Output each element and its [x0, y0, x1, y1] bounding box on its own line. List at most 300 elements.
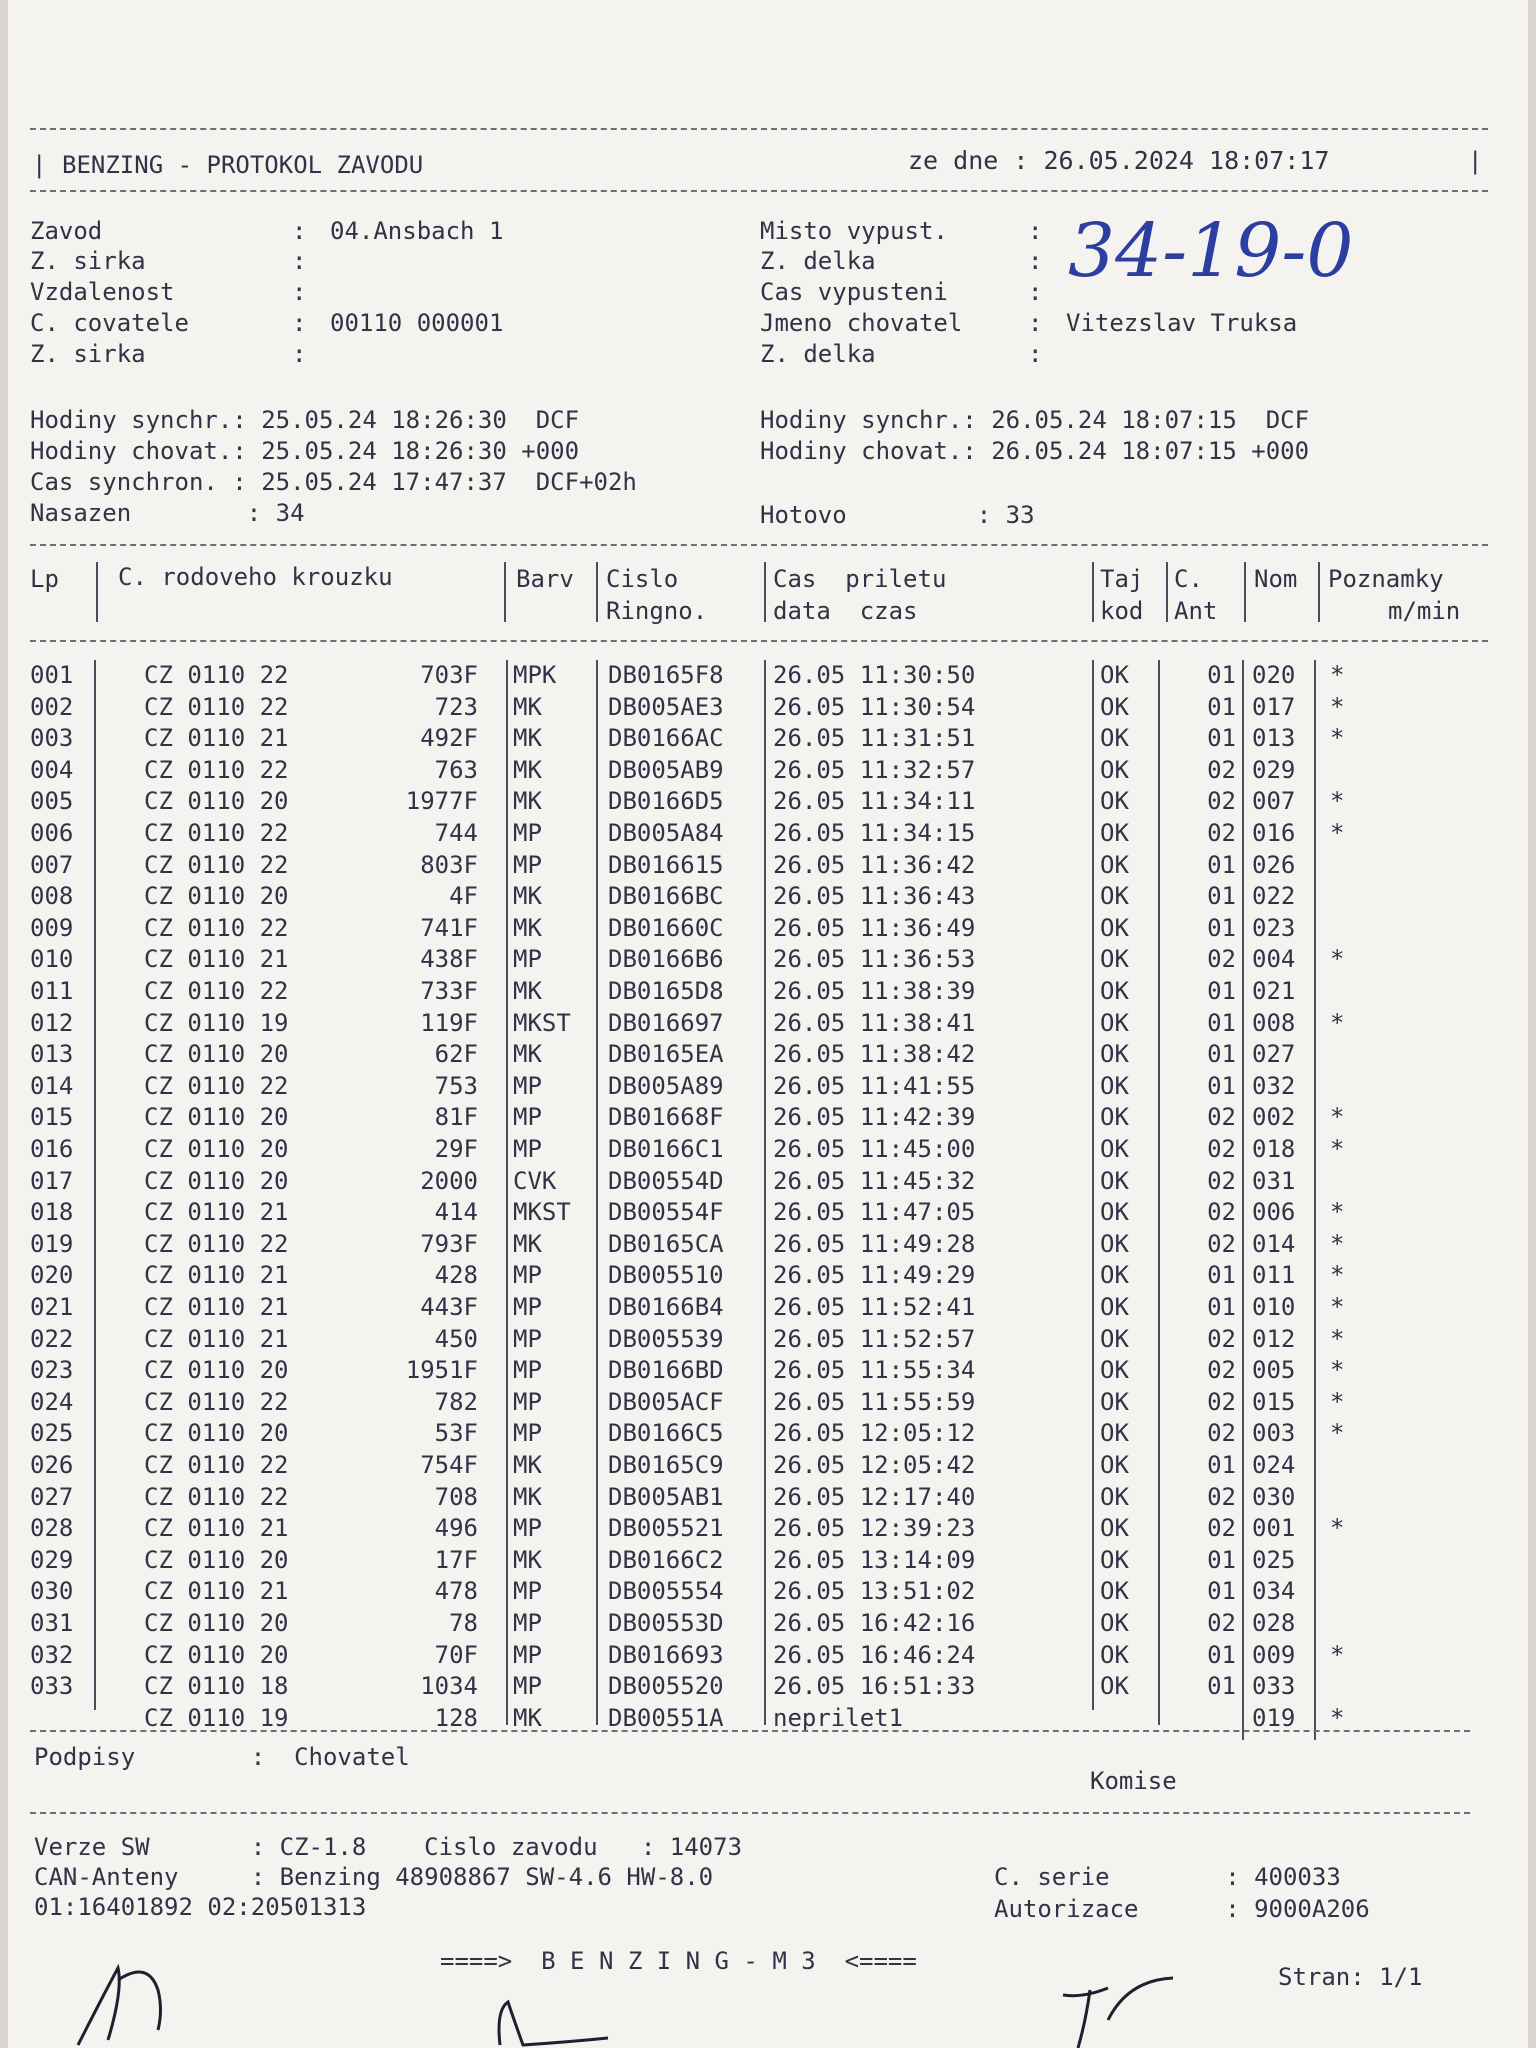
cell-nom: 010: [1252, 1293, 1296, 1321]
info-sep: :: [292, 309, 307, 337]
cell-barv: MP: [513, 1356, 542, 1384]
cell-lp: 027: [30, 1483, 74, 1511]
cell-chip: DB00554D: [608, 1167, 724, 1195]
cell-ring: CZ 0110 21: [144, 1577, 289, 1605]
cell-time: 26.05 11:38:42: [773, 1040, 976, 1068]
cell-chip: DB005ACF: [608, 1388, 724, 1416]
cell-time: 26.05 12:39:23: [773, 1514, 976, 1542]
cell-nom: 029: [1252, 756, 1296, 784]
cell-taj: OK: [1100, 819, 1129, 847]
cell-barv: MKST: [513, 1198, 571, 1226]
cell-nom: 028: [1252, 1609, 1296, 1637]
cell-taj: OK: [1100, 1546, 1129, 1574]
col-taj: Taj: [1100, 565, 1144, 593]
cell-time: 26.05 11:36:43: [773, 882, 976, 910]
cell-chip: DB005A89: [608, 1072, 724, 1100]
cell-time: 26.05 11:31:51: [773, 724, 976, 752]
info-sep: :: [1028, 247, 1043, 275]
cell-nom: 021: [1252, 977, 1296, 1005]
cell-chip: DB005A84: [608, 819, 724, 847]
cell-time: 26.05 11:32:57: [773, 756, 976, 784]
cell-chip: DB005510: [608, 1261, 724, 1289]
cell-taj: OK: [1100, 1198, 1129, 1226]
cell-time: 26.05 11:41:55: [773, 1072, 976, 1100]
cell-time: 26.05 11:42:39: [773, 1103, 976, 1131]
cell-ring: CZ 0110 22: [144, 914, 289, 942]
cell-ring: CZ 0110 21: [144, 945, 289, 973]
cell-time: 26.05 11:52:57: [773, 1325, 976, 1353]
sync-left-1: Hodiny synchr.: 25.05.24 18:26:30 DCF: [30, 406, 580, 434]
info-label: Zavod: [30, 217, 103, 245]
cell-ant: 01: [1207, 1072, 1236, 1100]
cell-chip: DB0165F8: [608, 661, 724, 689]
cell-ring: CZ 0110 21: [144, 1198, 289, 1226]
cell-time: 26.05 16:51:33: [773, 1672, 976, 1700]
cell-ant: 01: [1207, 914, 1236, 942]
col-c: C.: [1174, 565, 1203, 593]
cell-barv: MP: [513, 1135, 542, 1163]
cell-chip: DB01660C: [608, 914, 724, 942]
rule: [1314, 660, 1316, 1740]
cell-mark: *: [1330, 1135, 1345, 1163]
cell-ant: 02: [1207, 1419, 1236, 1447]
cell-ring-number: 428: [434, 1261, 478, 1289]
info-sep: :: [292, 217, 307, 245]
cell-ant: 01: [1207, 977, 1236, 1005]
cell-mark: *: [1330, 1198, 1345, 1226]
col-data: data czas: [773, 597, 918, 625]
hotovo: Hotovo : 33: [760, 501, 1035, 529]
info-sep: :: [292, 247, 307, 275]
rule: [1244, 562, 1246, 622]
cell-ant: 02: [1207, 1356, 1236, 1384]
cell-taj: OK: [1100, 1356, 1129, 1384]
cell-ring-number: 414: [434, 1198, 478, 1226]
cell-ring: CZ 0110 20: [144, 787, 289, 815]
cell-ant: 02: [1207, 1325, 1236, 1353]
cell-nom: 016: [1252, 819, 1296, 847]
cell-ring: CZ 0110 21: [144, 1325, 289, 1353]
cell-ant: 01: [1207, 1451, 1236, 1479]
cell-nom: 002: [1252, 1103, 1296, 1131]
cell-ring-number: 741F: [420, 914, 478, 942]
cell-chip: DB005AB9: [608, 756, 724, 784]
info-value: Vitezslav Truksa: [1066, 309, 1298, 337]
cell-chip: DB0166BD: [608, 1356, 724, 1384]
cell-chip: DB0166AC: [608, 724, 724, 752]
cell-mark: *: [1330, 819, 1345, 847]
cell-ring: CZ 0110 20: [144, 1135, 289, 1163]
cell-taj: OK: [1100, 1514, 1129, 1542]
cell-ant: 01: [1207, 1672, 1236, 1700]
cell-chip: DB005521: [608, 1514, 724, 1542]
signatures: [8, 1950, 1528, 2048]
cell-barv: MP: [513, 1072, 542, 1100]
cell-ring-number: 1951F: [405, 1356, 478, 1384]
cell-barv: MP: [513, 945, 542, 973]
cell-taj: OK: [1100, 1325, 1129, 1353]
cell-taj: OK: [1100, 1577, 1129, 1605]
cell-barv: MP: [513, 1388, 542, 1416]
cell-mark: *: [1330, 1356, 1345, 1384]
cell-chip: DB0166C2: [608, 1546, 724, 1574]
cell-lp: 024: [30, 1388, 74, 1416]
col-barv: Barv: [516, 565, 574, 593]
autorizace: Autorizace : 9000A206: [994, 1895, 1370, 1923]
col-lp: Lp: [30, 565, 59, 593]
handwritten-result: 34-19-0: [1068, 208, 1354, 294]
cell-mark: *: [1330, 1419, 1345, 1447]
cell-lp: 032: [30, 1641, 74, 1669]
cell-lp: 003: [30, 724, 74, 752]
divider: [30, 190, 1488, 192]
cell-lp: 002: [30, 693, 74, 721]
cell-barv: MP: [513, 1261, 542, 1289]
cell-time: 26.05 11:30:50: [773, 661, 976, 689]
cell-ant: 02: [1207, 1483, 1236, 1511]
cell-taj: OK: [1100, 882, 1129, 910]
page-number: Stran: 1/1: [1278, 1963, 1423, 1991]
cell-ring: CZ 0110 20: [144, 1040, 289, 1068]
cell-chip: DB0165CA: [608, 1230, 724, 1258]
cell-mark: *: [1330, 1009, 1345, 1037]
cell-taj: OK: [1100, 1261, 1129, 1289]
cell-barv: MP: [513, 1577, 542, 1605]
cell-ant: 02: [1207, 756, 1236, 784]
cell-nom: 033: [1252, 1672, 1296, 1700]
cell-mark: *: [1330, 1704, 1345, 1732]
info-label: Cas vypusteni: [760, 278, 948, 306]
cell-mark: *: [1330, 787, 1345, 815]
cell-time: 26.05 11:38:41: [773, 1009, 976, 1037]
cell-taj: OK: [1100, 945, 1129, 973]
sync-left-3: Cas synchron. : 25.05.24 17:47:37 DCF+02h: [30, 468, 637, 496]
cell-ring-number: 443F: [420, 1293, 478, 1321]
rule: [94, 660, 96, 1710]
cell-ring-number: 478: [434, 1577, 478, 1605]
cell-barv: MP: [513, 1514, 542, 1542]
divider: [30, 128, 1488, 130]
cell-mark: *: [1330, 1230, 1345, 1258]
cell-time: 26.05 11:36:53: [773, 945, 976, 973]
cell-ant: 01: [1207, 661, 1236, 689]
cell-taj: OK: [1100, 1609, 1129, 1637]
cell-mark: *: [1330, 1641, 1345, 1669]
cell-ring-number: 2000: [420, 1167, 478, 1195]
cell-lp: 017: [30, 1167, 74, 1195]
cell-nom: 020: [1252, 661, 1296, 689]
cell-ring-number: 62F: [434, 1040, 478, 1068]
cell-mark: *: [1330, 1514, 1345, 1542]
cell-nom: 013: [1252, 724, 1296, 752]
cell-ant: 01: [1207, 882, 1236, 910]
cell-ring-number: 1034: [420, 1672, 478, 1700]
cell-ant: 02: [1207, 1198, 1236, 1226]
info-label: Z. sirka: [30, 247, 146, 275]
cell-time: 26.05 11:34:11: [773, 787, 976, 815]
cell-ring-number: 492F: [420, 724, 478, 752]
cell-taj: OK: [1100, 977, 1129, 1005]
cell-taj: OK: [1100, 1167, 1129, 1195]
info-value: 00110 000001: [330, 309, 504, 337]
cell-barv: MK: [513, 756, 542, 784]
cell-lp: 031: [30, 1609, 74, 1637]
col-nom: Nom: [1254, 565, 1298, 593]
cell-barv: MKST: [513, 1009, 571, 1037]
cell-time: 26.05 11:55:59: [773, 1388, 976, 1416]
cell-barv: MP: [513, 851, 542, 879]
cell-lp: 022: [30, 1325, 74, 1353]
signature-3: [1063, 1978, 1173, 2048]
cell-time: 26.05 11:36:42: [773, 851, 976, 879]
divider: [30, 1730, 1470, 1732]
cell-nom: 001: [1252, 1514, 1296, 1542]
cell-lp: 018: [30, 1198, 74, 1226]
cell-ring-number: 733F: [420, 977, 478, 1005]
cell-mark: *: [1330, 693, 1345, 721]
cell-ant: 02: [1207, 1609, 1236, 1637]
cell-time: 26.05 11:36:49: [773, 914, 976, 942]
cell-barv: MK: [513, 1546, 542, 1574]
cell-barv: MK: [513, 724, 542, 752]
cell-ring: CZ 0110 22: [144, 1388, 289, 1416]
cell-nom: 034: [1252, 1577, 1296, 1605]
col-ring: C. rodoveho krouzku: [118, 563, 393, 591]
cell-taj: OK: [1100, 1483, 1129, 1511]
cell-taj: OK: [1100, 1072, 1129, 1100]
cell-barv: MP: [513, 1293, 542, 1321]
info-label: C. covatele: [30, 309, 189, 337]
signature-1: [78, 1968, 161, 2045]
cell-ring: CZ 0110 22: [144, 819, 289, 847]
rule: [1158, 660, 1160, 1725]
cell-nom: 031: [1252, 1167, 1296, 1195]
cell-time: 26.05 12:05:42: [773, 1451, 976, 1479]
cell-ring-number: 744: [434, 819, 478, 847]
cell-ring-number: 708: [434, 1483, 478, 1511]
cell-lp: 025: [30, 1419, 74, 1447]
cell-nom: 006: [1252, 1198, 1296, 1226]
rule: [506, 660, 508, 1725]
cell-taj: OK: [1100, 756, 1129, 784]
cell-ring: CZ 0110 22: [144, 693, 289, 721]
cell-lp: 004: [30, 756, 74, 784]
cell-ant: 01: [1207, 851, 1236, 879]
cell-ant: 02: [1207, 1230, 1236, 1258]
cell-ring: CZ 0110 20: [144, 1609, 289, 1637]
cell-nom: 024: [1252, 1451, 1296, 1479]
cell-lp: 028: [30, 1514, 74, 1542]
col-poznamky: Poznamky: [1328, 565, 1444, 593]
cell-barv: MP: [513, 819, 542, 847]
cell-taj: OK: [1100, 787, 1129, 815]
cell-time: 26.05 11:30:54: [773, 693, 976, 721]
info-sep: :: [1028, 309, 1043, 337]
col-mmin: m/min: [1388, 597, 1461, 625]
cell-ring-number: 17F: [434, 1546, 478, 1574]
cell-nom: 019: [1252, 1704, 1296, 1732]
cell-barv: MK: [513, 1483, 542, 1511]
info-label: Vzdalenost: [30, 278, 175, 306]
cell-lp: 010: [30, 945, 74, 973]
cell-ant: 01: [1207, 1641, 1236, 1669]
divider: [30, 544, 1488, 546]
cell-taj: OK: [1100, 661, 1129, 689]
cell-lp: 014: [30, 1072, 74, 1100]
cell-ant: 02: [1207, 1388, 1236, 1416]
cell-chip: DB0166C1: [608, 1135, 724, 1163]
cell-ring: CZ 0110 22: [144, 756, 289, 784]
cell-ring: CZ 0110 22: [144, 1072, 289, 1100]
cell-chip: DB00554F: [608, 1198, 724, 1226]
cell-taj: OK: [1100, 1451, 1129, 1479]
cell-lp: 015: [30, 1103, 74, 1131]
cell-nom: 005: [1252, 1356, 1296, 1384]
cell-mark: *: [1330, 661, 1345, 689]
nasazen: Nasazen : 34: [30, 499, 305, 527]
cell-taj: OK: [1100, 724, 1129, 752]
cell-ant: 01: [1207, 1293, 1236, 1321]
cell-lp: 001: [30, 661, 74, 689]
cell-ring-number: 119F: [420, 1009, 478, 1037]
info-sep: :: [1028, 217, 1043, 245]
info-label: Z. delka: [760, 340, 876, 368]
cell-chip: DB0165EA: [608, 1040, 724, 1068]
cell-barv: CVK: [513, 1167, 557, 1195]
verze-sw: Verze SW : CZ-1.8 Cislo zavodu : 14073: [34, 1833, 743, 1861]
cell-barv: MP: [513, 1103, 542, 1131]
cell-ring-number: 753: [434, 1072, 478, 1100]
cell-ring-number: 793F: [420, 1230, 478, 1258]
cell-nom: 008: [1252, 1009, 1296, 1037]
info-label: Z. sirka: [30, 340, 146, 368]
cell-chip: DB0166BC: [608, 882, 724, 910]
cell-ring-number: 78: [449, 1609, 478, 1637]
cell-time: 26.05 11:49:29: [773, 1261, 976, 1289]
info-sep: :: [292, 278, 307, 306]
cell-barv: MK: [513, 977, 542, 1005]
cell-nom: 007: [1252, 787, 1296, 815]
cell-barv: MP: [513, 1419, 542, 1447]
cell-chip: DB01668F: [608, 1103, 724, 1131]
cell-chip: DB0166B4: [608, 1293, 724, 1321]
cell-barv: MP: [513, 1641, 542, 1669]
cell-lp: 011: [30, 977, 74, 1005]
cell-ring: CZ 0110 22: [144, 851, 289, 879]
cell-ring-number: 81F: [434, 1103, 478, 1131]
cell-taj: OK: [1100, 1009, 1129, 1037]
cell-nom: 018: [1252, 1135, 1296, 1163]
rule: [1166, 562, 1168, 622]
cell-barv: MK: [513, 787, 542, 815]
cell-time: 26.05 11:45:00: [773, 1135, 976, 1163]
podpisy: Podpisy : Chovatel: [34, 1743, 410, 1771]
cell-ring-number: 1977F: [405, 787, 478, 815]
cell-chip: DB00551A: [608, 1704, 724, 1732]
cell-lp: 030: [30, 1577, 74, 1605]
frame-bar-left: |: [32, 151, 47, 179]
cell-nom: 022: [1252, 882, 1296, 910]
cell-mark: *: [1330, 1325, 1345, 1353]
c-serie: C. serie : 400033: [994, 1863, 1341, 1891]
cell-ant: 01: [1207, 1546, 1236, 1574]
brand-line: ====> B E N Z I N G - M 3 <====: [440, 1947, 917, 1975]
cell-nom: 003: [1252, 1419, 1296, 1447]
cell-ring: CZ 0110 20: [144, 1641, 289, 1669]
cell-ring: CZ 0110 22: [144, 1230, 289, 1258]
cell-lp: 033: [30, 1672, 74, 1700]
cell-barv: MPK: [513, 661, 557, 689]
cell-ant: 02: [1207, 1135, 1236, 1163]
cell-nom: 011: [1252, 1261, 1296, 1289]
cell-lp: 007: [30, 851, 74, 879]
cell-chip: DB0166B6: [608, 945, 724, 973]
cell-lp: 029: [30, 1546, 74, 1574]
cell-barv: MP: [513, 1672, 542, 1700]
cell-taj: OK: [1100, 1230, 1129, 1258]
rule: [1242, 660, 1244, 1740]
cell-chip: DB005AB1: [608, 1483, 724, 1511]
cell-time: 26.05 11:55:34: [773, 1356, 976, 1384]
can-anteny: CAN-Anteny : Benzing 48908867 SW-4.6 HW-8.0: [34, 1863, 714, 1891]
cell-taj: OK: [1100, 693, 1129, 721]
cell-time: 26.05 11:49:28: [773, 1230, 976, 1258]
cell-barv: MK: [513, 914, 542, 942]
cell-ring-number: 782: [434, 1388, 478, 1416]
cell-ant: 01: [1207, 1009, 1236, 1037]
cell-taj: OK: [1100, 1388, 1129, 1416]
cell-ant: 02: [1207, 1514, 1236, 1542]
cell-lp: 013: [30, 1040, 74, 1068]
cell-nom: 032: [1252, 1072, 1296, 1100]
rule: [596, 562, 598, 622]
cell-mark: *: [1330, 1261, 1345, 1289]
cell-ant: 02: [1207, 945, 1236, 973]
cell-barv: MK: [513, 1704, 542, 1732]
cell-taj: OK: [1100, 1103, 1129, 1131]
rule: [764, 562, 766, 622]
cell-ring: CZ 0110 22: [144, 977, 289, 1005]
cell-ring: CZ 0110 20: [144, 1167, 289, 1195]
cell-lp: 005: [30, 787, 74, 815]
cell-lp: 008: [30, 882, 74, 910]
cell-ring: CZ 0110 21: [144, 1261, 289, 1289]
cell-taj: OK: [1100, 1040, 1129, 1068]
cell-nom: 015: [1252, 1388, 1296, 1416]
antenna-ids: 01:16401892 02:20501313: [34, 1893, 367, 1921]
cell-ant: 01: [1207, 693, 1236, 721]
cell-ring-number: 29F: [434, 1135, 478, 1163]
cell-taj: OK: [1100, 1293, 1129, 1321]
divider: [30, 640, 1488, 642]
cell-time: 26.05 11:45:32: [773, 1167, 976, 1195]
cell-barv: MK: [513, 1451, 542, 1479]
rule: [764, 660, 766, 1725]
cell-barv: MK: [513, 693, 542, 721]
cell-nom: 017: [1252, 693, 1296, 721]
cell-nom: 027: [1252, 1040, 1296, 1068]
cell-time: 26.05 13:51:02: [773, 1577, 976, 1605]
cell-ring: CZ 0110 18: [144, 1672, 289, 1700]
cell-time: 26.05 16:42:16: [773, 1609, 976, 1637]
cell-taj: OK: [1100, 851, 1129, 879]
rule: [1092, 562, 1094, 622]
cell-taj: OK: [1100, 1135, 1129, 1163]
cell-chip: DB00553D: [608, 1609, 724, 1637]
cell-mark: *: [1330, 1103, 1345, 1131]
cell-time: 26.05 12:17:40: [773, 1483, 976, 1511]
cell-ant: 02: [1207, 819, 1236, 847]
